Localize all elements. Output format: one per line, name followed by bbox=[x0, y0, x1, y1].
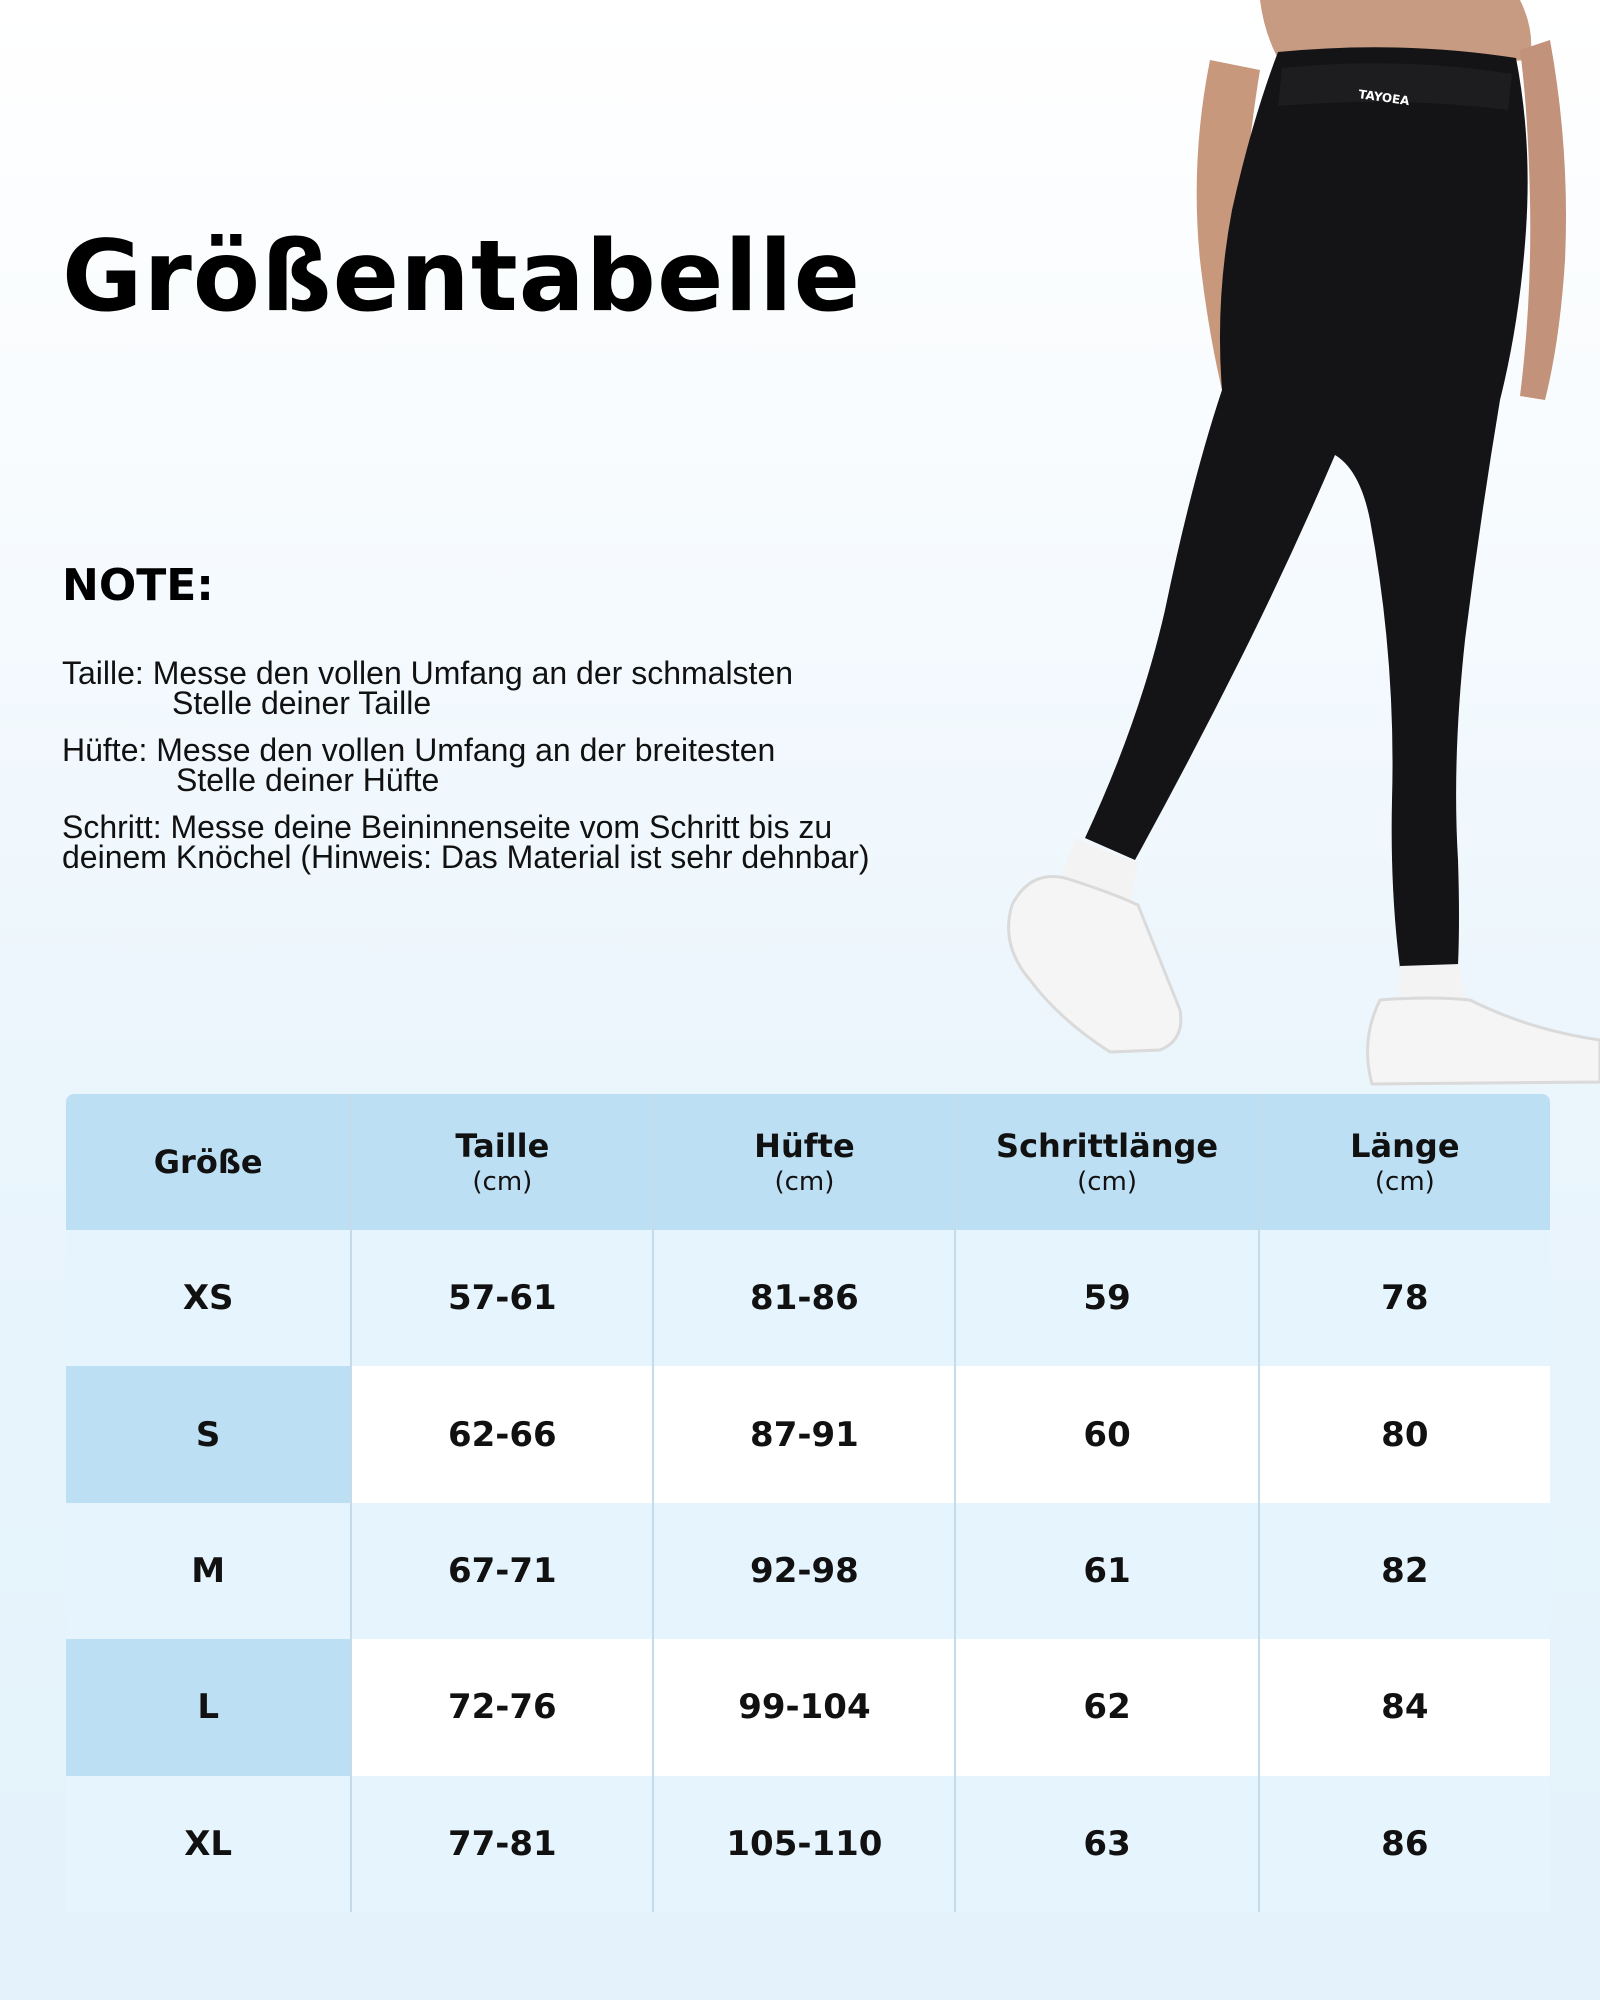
cell-length: 80 bbox=[1260, 1366, 1550, 1502]
header-size: Größe bbox=[66, 1094, 352, 1230]
cell-size: M bbox=[66, 1503, 352, 1639]
cell-waist: 57-61 bbox=[352, 1230, 654, 1366]
cell-inseam: 61 bbox=[956, 1503, 1259, 1639]
table-row bbox=[66, 1503, 1550, 1639]
note-inseam-line1: Schritt: Messe deine Beininnenseite vom Schritt bis zu bbox=[62, 809, 833, 845]
note-inseam bbox=[62, 809, 1042, 875]
table-header-row bbox=[66, 1094, 1550, 1230]
note-waist-line1: Taille: Messe den vollen Umfang an der schmalsten bbox=[62, 655, 794, 691]
table-row bbox=[66, 1639, 1550, 1775]
cell-inseam: 63 bbox=[956, 1776, 1259, 1912]
cell-length: 82 bbox=[1260, 1503, 1550, 1639]
cell-inseam: 59 bbox=[956, 1230, 1259, 1366]
size-table bbox=[66, 1094, 1550, 1912]
cell-size: S bbox=[66, 1366, 352, 1502]
note-waist-line2: Stelle deiner Taille bbox=[172, 685, 432, 721]
table-row bbox=[66, 1366, 1550, 1502]
table-row bbox=[66, 1776, 1550, 1912]
cell-waist: 62-66 bbox=[352, 1366, 654, 1502]
sneaker-left bbox=[1009, 877, 1181, 1052]
page-title: Größentabelle bbox=[62, 220, 862, 334]
note-hip bbox=[62, 732, 1042, 798]
cell-waist: 67-71 bbox=[352, 1503, 654, 1639]
cell-waist: 77-81 bbox=[352, 1776, 654, 1912]
brand-logo: TAYOEA bbox=[1357, 87, 1411, 109]
cell-hip: 105-110 bbox=[654, 1776, 956, 1912]
cell-size: L bbox=[66, 1639, 352, 1775]
note-heading: NOTE: bbox=[62, 560, 214, 611]
sneaker-right bbox=[1368, 998, 1600, 1084]
header-length: Länge (cm) bbox=[1260, 1094, 1550, 1230]
cell-length: 84 bbox=[1260, 1639, 1550, 1775]
model-arm-right bbox=[1520, 40, 1566, 400]
note-inseam-line2: deinem Knöchel (Hinweis: Das Material ist sehr dehnbar) bbox=[62, 839, 870, 875]
note-hip-line1: Hüfte: Messe den vollen Umfang an der breitesten bbox=[62, 732, 776, 768]
header-waist: Taille (cm) bbox=[352, 1094, 654, 1230]
cell-size: XL bbox=[66, 1776, 352, 1912]
table-row bbox=[66, 1230, 1550, 1366]
header-inseam: Schrittlänge (cm) bbox=[956, 1094, 1259, 1230]
cell-inseam: 62 bbox=[956, 1639, 1259, 1775]
cell-hip: 99-104 bbox=[654, 1639, 956, 1775]
cell-size: XS bbox=[66, 1230, 352, 1366]
notes-list bbox=[62, 655, 1042, 889]
note-waist bbox=[62, 655, 1042, 721]
cell-length: 86 bbox=[1260, 1776, 1550, 1912]
note-hip-line2: Stelle deiner Hüfte bbox=[176, 762, 440, 798]
header-hip: Hüfte (cm) bbox=[654, 1094, 956, 1230]
cell-waist: 72-76 bbox=[352, 1639, 654, 1775]
cell-inseam: 60 bbox=[956, 1366, 1259, 1502]
cell-hip: 81-86 bbox=[654, 1230, 956, 1366]
cell-length: 78 bbox=[1260, 1230, 1550, 1366]
model-figure bbox=[960, 0, 1600, 1090]
cell-hip: 92-98 bbox=[654, 1503, 956, 1639]
leggings bbox=[1085, 47, 1528, 968]
cell-hip: 87-91 bbox=[654, 1366, 956, 1502]
